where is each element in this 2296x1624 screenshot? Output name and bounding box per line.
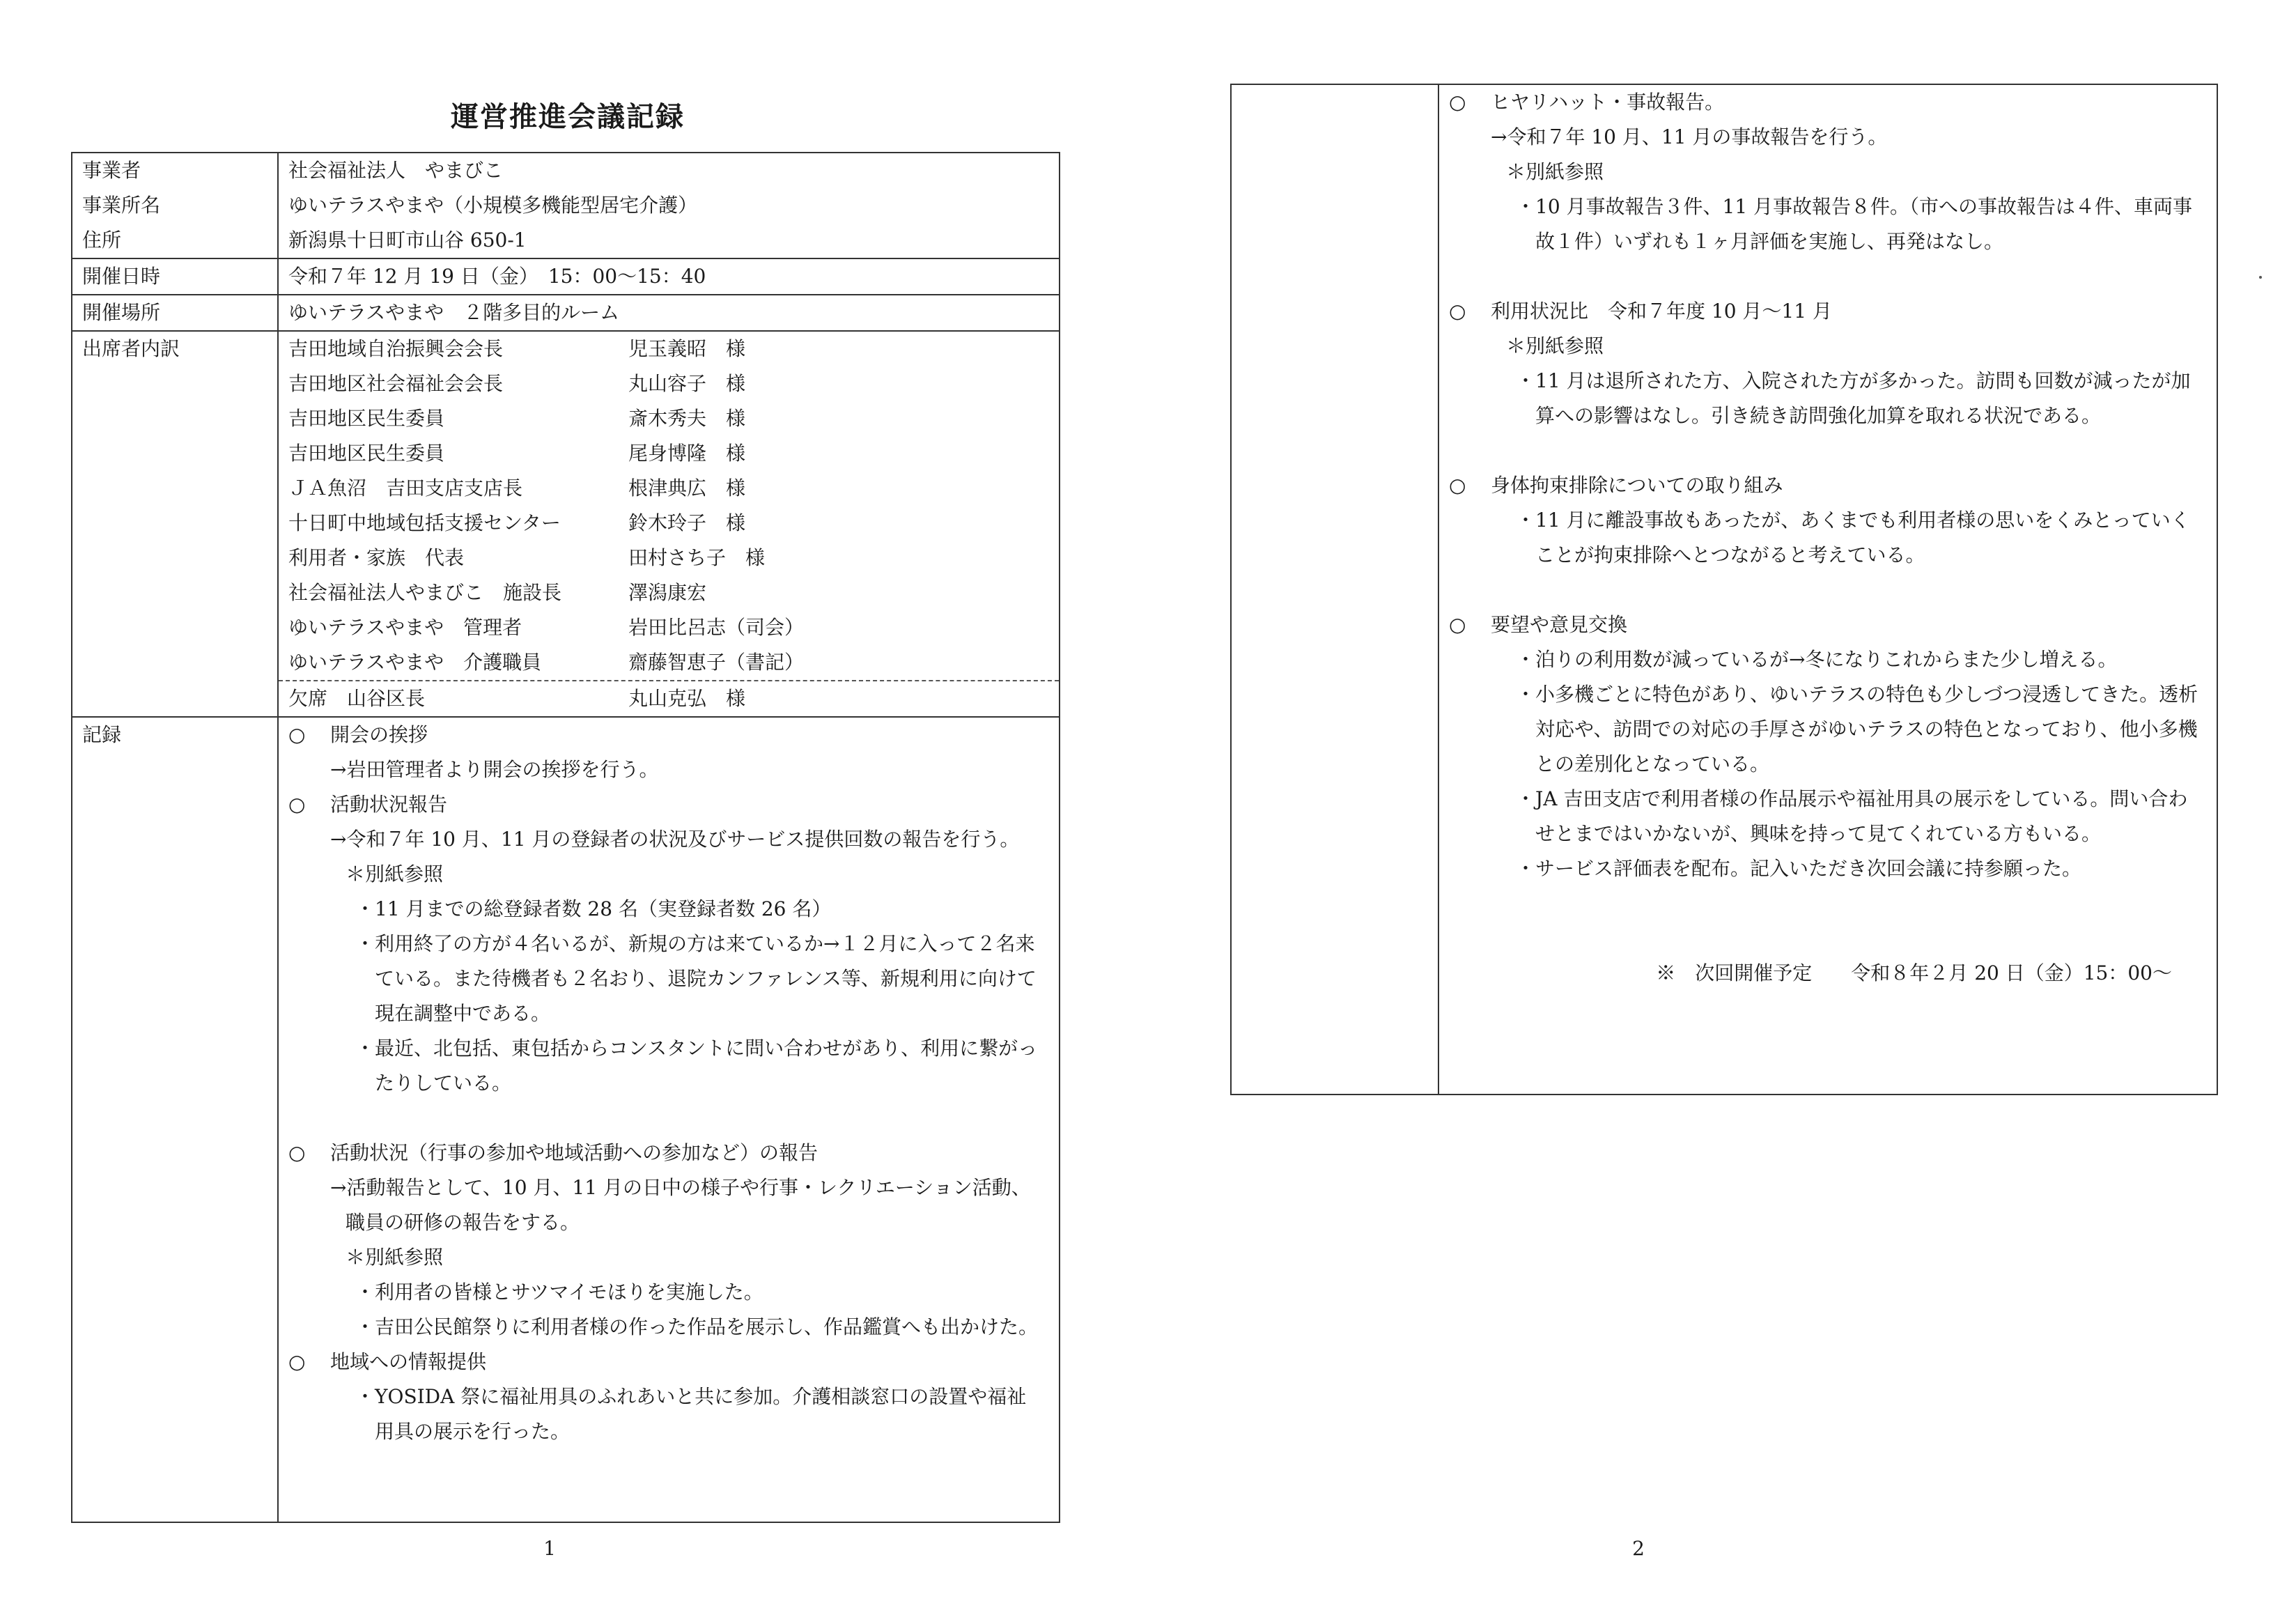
- label-office-name: 事業所名: [82, 194, 161, 217]
- attendees-row: [72, 331, 1060, 717]
- attendee-item: 社会福祉法人やまびこ 施設長 澤潟康宏: [288, 581, 707, 604]
- attendee-list: [278, 331, 1060, 717]
- attendee-item: ゆいテラスやまや 介護職員 齋藤智恵子（書記）: [288, 651, 805, 674]
- header-info-row: [72, 153, 1060, 258]
- meeting-record-table: [71, 152, 1060, 1523]
- attendee-item: 吉田地域自治振興会会長 児玉義昭 様: [288, 337, 746, 360]
- section-restraint-elimination: ○ 身体拘束排除についての取り組み: [1449, 468, 2207, 503]
- next-meeting-note: ※ 次回開催予定 令和８年２月 20 日（金）15：00〜: [1656, 961, 2172, 984]
- section-incident-report: ○ ヒヤリハット・事故報告。: [1449, 85, 2207, 120]
- label-empty: [1231, 84, 1438, 1095]
- section-opinion-exchange: ○ 要望や意見交換: [1449, 608, 2207, 642]
- circle-bullet-icon: ○: [1449, 91, 1466, 114]
- page-number: 1: [543, 1537, 556, 1560]
- label-date: 開催日時: [72, 258, 278, 295]
- label-operator: 事業者: [82, 159, 141, 182]
- circle-bullet-icon: ○: [288, 1350, 306, 1373]
- circle-bullet-icon: ○: [1449, 613, 1466, 636]
- label-record: 記録: [72, 717, 278, 1522]
- circle-bullet-icon: ○: [1449, 474, 1466, 497]
- circle-bullet-icon: ○: [288, 1141, 306, 1164]
- attendee-item: ゆいテラスやまや 管理者 岩田比呂志（司会）: [288, 616, 805, 639]
- section-usage-ratio: ○ 利用状況比 令和７年度 10 月〜11 月: [1449, 294, 2207, 329]
- value-operator: 社会福祉法人 やまびこ: [288, 159, 504, 182]
- value-address: 新潟県十日町市山谷 650-1: [288, 229, 527, 252]
- circle-bullet-icon: ○: [288, 793, 306, 816]
- absent-item: 欠席 山谷区長 丸山克弘 様: [288, 687, 746, 710]
- value-place: ゆいテラスやまや ２階多目的ルーム: [278, 295, 1060, 331]
- scan-speck: [2259, 276, 2262, 279]
- place-row: [72, 295, 1060, 331]
- value-date: 令和７年 12 月 19 日（金） 15：00〜15：40: [278, 258, 1060, 295]
- attendee-item: 利用者・家族 代表 田村さち子 様: [288, 546, 766, 569]
- label-place: 開催場所: [72, 295, 278, 331]
- meeting-record-table-continued: [1230, 84, 2218, 1095]
- record-body-continued: ○ ヒヤリハット・事故報告。 →令和７年 10 月、11 月の事故報告を行う。 ＊別紙参照 ・10 月事故報告３件、11 月事故報告８件。（市への事故報告は４件、車両事 故１件）いずれも１ヶ月評価を実施し、再発はなし。 ○ 利用状況比 令和７年度 10 月〜11 月 ＊別紙参照 ・11 月は退所された方、入院された方が多かった。訪問も回数が減ったが加 算への影響はなし。引き続き訪問強化加算を取れる状況である。 ○ 身体拘束排除についての取り組み ・11 月に離設事故もあったが、あくまでも利用者様の思いをくみとっていく ことが拘束排除へとつながると考えている。 ○ 要望や意見交換 ・泊りの利用数が減っているが→冬になりこれからまた少し増える。 ・小多機ごとに特色があり、ゆいテラスの特色も少しづつ浸透してきた。透析 対応や、訪問での対応の手厚さがゆいテラスの特色となっており、他小多機 との差別化となっている。 ・JA 吉田支店で利用者様の作品展示や福祉用具の展示をしている。問い合わ せとまではいかないが、興味を持って見てくれている方もいる。 ・サービス評価表を配布。記入いただき次回会議に持参願った。 ※ 次回開催予定 令和８年２月 20 日（金）15：00〜: [1438, 84, 2217, 1095]
- record-row-continued: [1231, 84, 2217, 1095]
- circle-bullet-icon: ○: [1449, 300, 1466, 323]
- section-community-info: ○ 地域への情報提供: [288, 1345, 1049, 1379]
- label-address: 住所: [82, 229, 122, 252]
- attendee-item: 吉田地区社会福祉会会長 丸山容子 様: [288, 372, 746, 395]
- attendee-item: 吉田地区民生委員 斎木秀夫 様: [288, 407, 746, 430]
- circle-bullet-icon: ○: [288, 723, 306, 746]
- date-row: [72, 258, 1060, 295]
- page-2: [1148, 0, 2296, 1624]
- section-activity-status: ○ 活動状況（行事の参加や地域活動への参加など）の報告: [288, 1136, 1049, 1170]
- value-office-name: ゆいテラスやまや（小規模多機能型居宅介護）: [288, 194, 698, 217]
- section-opening: ○ 開会の挨拶: [288, 718, 1049, 752]
- header-values: [278, 153, 1060, 258]
- attendee-item: 吉田地区民生委員 尾身博隆 様: [288, 442, 746, 465]
- label-attendees: 出席者内訳: [72, 331, 278, 717]
- header-labels: [72, 153, 278, 258]
- record-row: [72, 717, 1060, 1522]
- attendee-item: 十日町中地域包括支援センター 鈴木玲子 様: [288, 511, 746, 534]
- document-title: 運営推進会議記録: [451, 100, 685, 133]
- record-body: ○ 開会の挨拶 →岩田管理者より開会の挨拶を行う。 ○ 活動状況報告 →令和７年 10 月、11 月の登録者の状況及びサービス提供回数の報告を行う。 ＊別紙参照 ・11 月までの総登録者数 28 名（実登録者数 26 名） ・利用終了の方が４名いるが、新規の方は来ているか→１２月に入って２名来 ている。また待機者も２名おり、退院カンファレンス等、新規利用に向けて 現在調整中である。 ・最近、北包括、東包括からコンスタントに問い合わせがあり、利用に繋がっ たりしている。 ○ 活動状況（行事の参加や地域活動への参加など）の報告 →活動報告として、10 月、11 月の日中の様子や行事・レクリエーション活動、 職員の研修の報告をする。 ＊別紙参照 ・利用者の皆様とサツマイモほりを実施した。 ・吉田公民館祭りに利用者様の作った作品を展示し、作品鑑賞へも出かけた。 ○ 地域への情報提供 ・YOSIDA 祭に福祉用具のふれあいと共に参加。介護相談窓口の設置や福祉 用具の展示を行った。: [278, 717, 1060, 1522]
- section-activity-report: ○ 活動状況報告: [288, 787, 1049, 822]
- attendee-item: ＪＡ魚沼 吉田支店支店長 根津典広 様: [288, 477, 746, 500]
- page-number: 2: [1632, 1537, 1645, 1560]
